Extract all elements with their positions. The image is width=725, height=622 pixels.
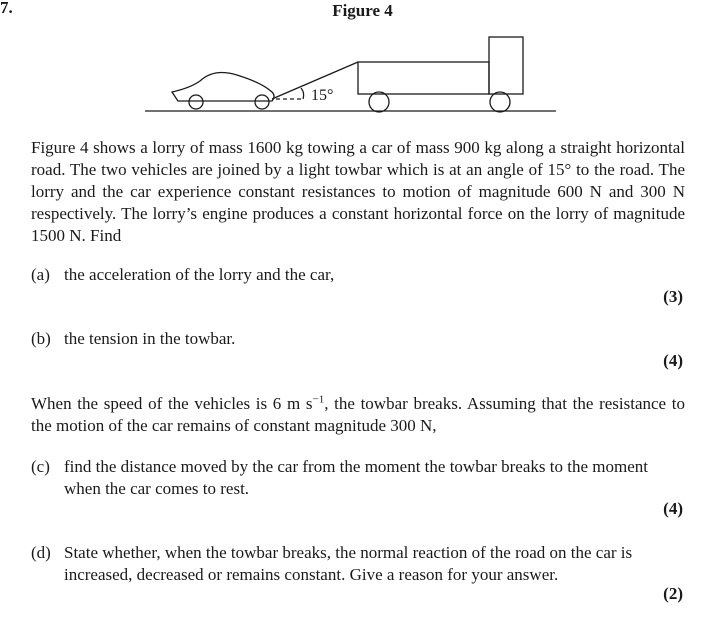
part-d-text: State whether, when the towbar breaks, the normal reaction of the road on the car is increased, decreased or remains constant. Give a reason for your answer. [64,543,633,584]
middle-text-before: When the speed of the vehicles is 6 m s [31,394,313,413]
lorry-trailer [358,62,489,94]
part-b-text: the tension in the towbar. [64,329,236,348]
part-c [31,456,685,500]
angle-label: 15° [311,87,334,104]
part-a-marks: (3) [663,287,683,306]
lorry-wheel-front [490,92,510,112]
part-d-marks: (2) [663,584,683,603]
car-wheel-front [255,95,269,109]
angle-arc [301,88,304,99]
question-number: 7. [0,0,13,17]
part-c-marks: (4) [663,499,683,518]
question-intro: Figure 4 shows a lorry of mass 1600 kg towing a car of mass 900 kg along a straight horizontal road. The two vehicles are joined by a light towbar which is at an angle of 15° to the road. The lorry and the car experience constant resistances to motion of magnitude 600 N and 300 N respectively. The lorry’s engine produces a constant horizontal force on the lorry of magnitude 1500 N. Find [31,138,685,245]
part-c-text: find the distance moved by the car from the moment the towbar breaks to the moment when the car comes to rest. [64,457,648,498]
part-d-label: (d) [31,543,51,562]
lorry-wheel-rear [369,92,389,112]
middle-paragraph [31,393,685,437]
part-d [31,542,685,586]
middle-text-after: , the towbar breaks. Assuming that the resistance to the motion of the car remains of constant magnitude 300 N, [31,394,685,435]
figure-title: Figure 4 [332,1,393,20]
part-b-marks: (4) [663,351,683,370]
part-b-label: (b) [31,329,51,348]
middle-exponent: −1 [312,393,325,406]
part-a-label: (a) [31,265,50,284]
part-b [31,328,685,350]
car-body [172,72,274,101]
part-a [31,264,685,286]
car-wheel-rear [189,95,203,109]
figure-diagram [0,0,725,130]
part-c-label: (c) [31,457,50,476]
lorry-cab [489,37,523,94]
part-a-text: the acceleration of the lorry and the car, [64,265,335,284]
